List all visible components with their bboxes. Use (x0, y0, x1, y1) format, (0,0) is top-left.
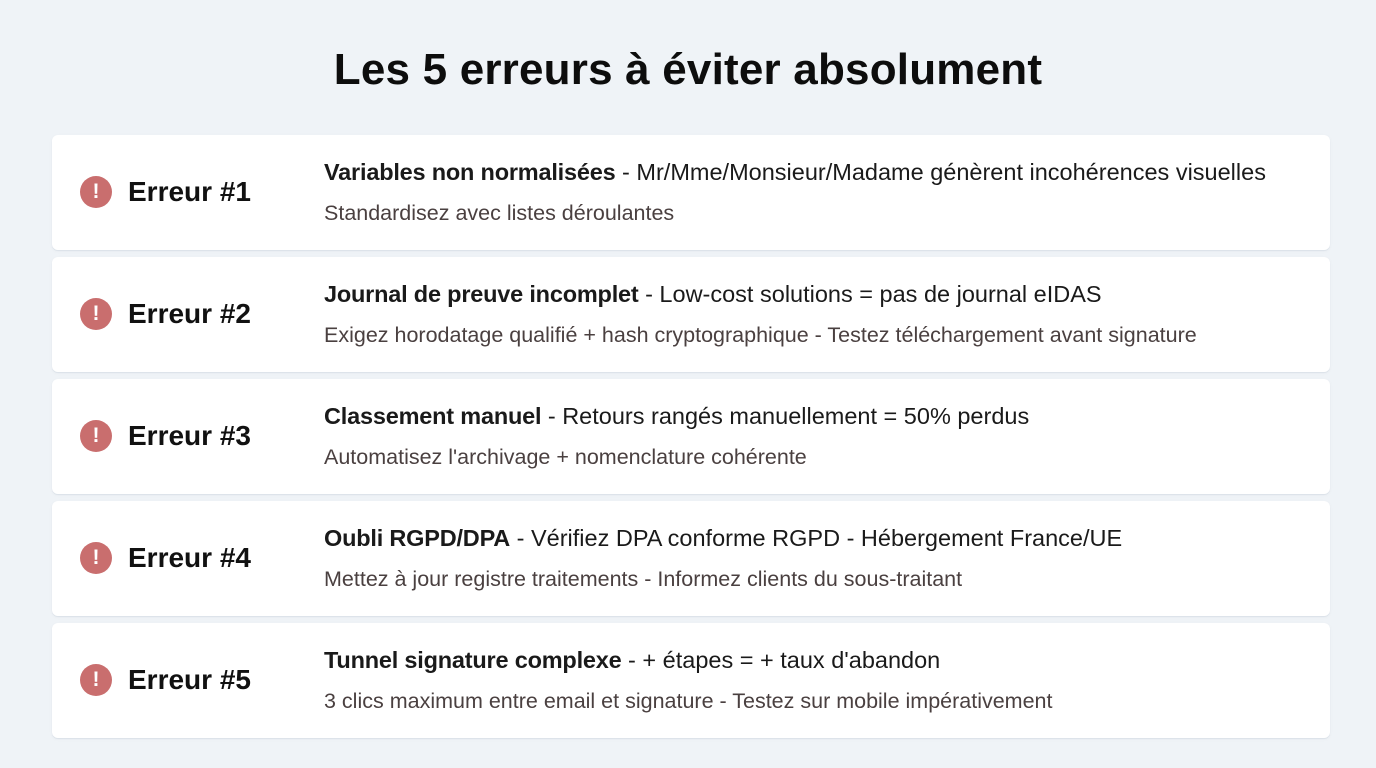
error-list (52, 135, 1330, 738)
error-summary (324, 645, 1312, 675)
exclamation-circle-icon: ! (80, 542, 112, 574)
error-headline: Classement manuel (324, 403, 542, 429)
error-headline: Oubli RGPD/DPA (324, 525, 511, 551)
error-label: Erreur #4 (128, 542, 251, 573)
error-advice: 3 clics maximum entre email et signature - Testez sur mobile impérativement (324, 689, 1053, 713)
error-label: Erreur #1 (128, 176, 251, 207)
exclamation-circle-icon: ! (80, 420, 112, 452)
exclamation-circle-icon: ! (80, 298, 112, 330)
error-content (324, 401, 1312, 471)
error-content (324, 157, 1312, 227)
error-card-3 (52, 379, 1330, 494)
error-card-2 (52, 257, 1330, 372)
error-detail: - + étapes = + taux d'abandon (621, 647, 941, 673)
error-detail: - Low-cost solutions = pas de journal eIDAS (638, 281, 1102, 307)
error-card-1 (52, 135, 1330, 250)
error-headline: Tunnel signature complexe (324, 647, 622, 673)
error-summary (324, 279, 1312, 309)
error-card-4 (52, 501, 1330, 616)
error-summary (324, 157, 1312, 187)
page-title: Les 5 erreurs à éviter absolument (333, 45, 1043, 94)
error-detail: - Mr/Mme/Monsieur/Madame génèrent incohérences visuelles (615, 159, 1266, 185)
error-content (324, 645, 1312, 715)
error-label: Erreur #2 (128, 298, 251, 329)
error-advice: Automatisez l'archivage + nomenclature cohérente (324, 445, 807, 469)
error-content (324, 523, 1312, 593)
error-label: Erreur #5 (128, 664, 251, 695)
error-advice: Exigez horodatage qualifié + hash cryptographique - Testez téléchargement avant signature (324, 323, 1197, 347)
exclamation-circle-icon: ! (80, 664, 112, 696)
error-content (324, 279, 1312, 349)
error-detail: - Retours rangés manuellement = 50% perdus (541, 403, 1030, 429)
error-advice: Mettez à jour registre traitements - Informez clients du sous-traitant (324, 567, 963, 591)
error-detail: - Vérifiez DPA conforme RGPD - Hébergement France/UE (510, 525, 1123, 551)
error-summary (324, 523, 1312, 553)
error-headline: Journal de preuve incomplet (324, 281, 639, 307)
exclamation-circle-icon: ! (80, 176, 112, 208)
error-label: Erreur #3 (128, 420, 251, 451)
error-card-5 (52, 623, 1330, 738)
error-advice: Standardisez avec listes déroulantes (324, 201, 675, 225)
error-summary (324, 401, 1312, 431)
error-headline: Variables non normalisées (324, 159, 616, 185)
